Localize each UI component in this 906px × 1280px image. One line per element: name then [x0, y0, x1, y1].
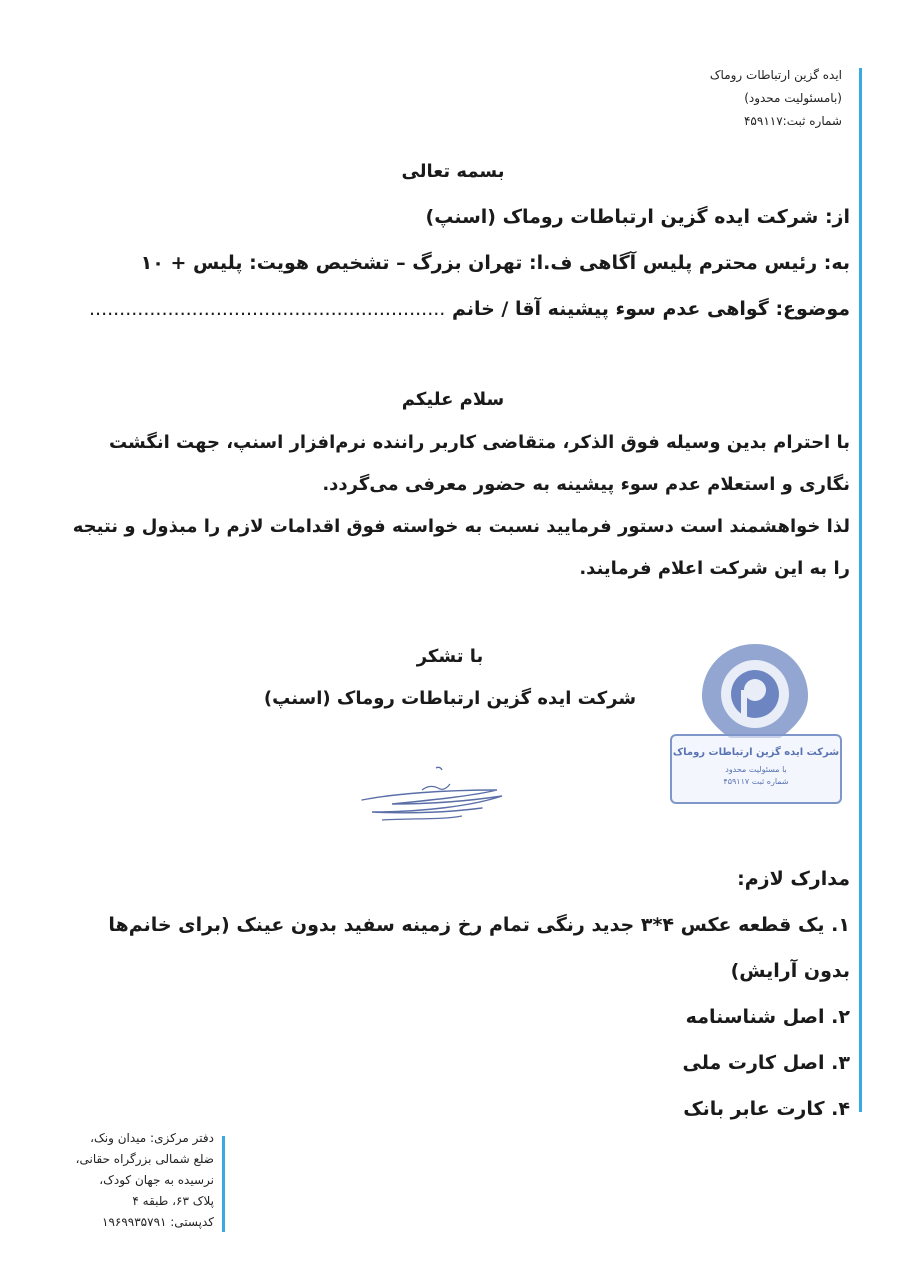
- header-liability: (بامسئولیت محدود): [744, 91, 842, 105]
- footer-line-3: نرسیده به جهان کودک،: [99, 1173, 214, 1187]
- signature: [352, 760, 512, 830]
- stamp-text-box: [670, 734, 842, 804]
- letterhead: [582, 64, 842, 133]
- letter-subject: موضوع: گواهی عدم سوء پیشینه آقا / خانم: [451, 298, 850, 320]
- letter-to: به: رئیس محترم پلیس آگاهی ف.ا: تهران بزرگ – تشخیص هویت: پلیس + ۱۰: [140, 252, 850, 274]
- header-registration: شماره ثبت:۴۵۹۱۱۷: [743, 114, 842, 128]
- required-documents: [56, 856, 850, 1132]
- paragraph-2: لذا خواهشمند است دستور فرمایید نسبت به خواسته فوق اقدامات لازم را مبذول و نتیجه را به این شرکت اعلام فرمایند.: [72, 516, 850, 579]
- letter-from: از: شرکت ایده گزین ارتباطات روماک (اسنپ): [425, 206, 850, 228]
- footer-line-4: پلاک ۶۳، طبقه ۴: [132, 1194, 214, 1208]
- stamp-line-1: شرکت ایده گزین ارتباطات روماک: [672, 747, 840, 758]
- footer-line-2: ضلع شمالی بزرگراه حقانی،: [75, 1152, 214, 1166]
- subject-dots: ...........................................................: [88, 298, 446, 320]
- footer-line-1: دفتر مرکزی: میدان ونک،: [90, 1131, 214, 1145]
- letter-title: بسمه تعالی: [401, 161, 505, 182]
- document-item: ۲. اصل شناسنامه: [685, 1006, 850, 1028]
- snapp-logo-icon: [664, 640, 846, 740]
- closing-block: [250, 636, 650, 720]
- greeting: سلام علیکم: [401, 389, 505, 410]
- document-item: ۴. کارت عابر بانک: [683, 1098, 850, 1120]
- document-item: ۳. اصل کارت ملی: [682, 1052, 850, 1074]
- right-accent-line: [859, 68, 862, 1112]
- closing-thanks: با تشکر: [416, 646, 484, 667]
- footer-accent-line: [222, 1136, 225, 1232]
- paragraph-1: با احترام بدین وسیله فوق الذکر، متقاضی کاربر راننده نرم‌افزار اسنپ، جهت انگشت نگاری و استعلام عدم سوء پیشینه به حضور معرفی می‌گردد.: [108, 432, 850, 495]
- stamp-line-3: شماره ثبت ۴۵۹۱۱۷: [723, 777, 789, 786]
- documents-heading: مدارک لازم:: [737, 868, 850, 890]
- letter-subject-row: [56, 286, 850, 332]
- letter-body: [56, 150, 850, 590]
- stamp-line-2: با مسئولیت محدود: [725, 765, 787, 774]
- footer-address: [44, 1128, 214, 1233]
- header-company: ایده گزین ارتباطات روماک: [709, 68, 842, 82]
- document-item: ۱. یک قطعه عکس ۴*۳ جدید رنگی تمام رخ زمینه سفید بدون عینک (برای خانم‌ها بدون آرایش): [108, 914, 850, 982]
- company-stamp: [664, 640, 846, 806]
- closing-company: شرکت ایده گزین ارتباطات روماک (اسنپ): [263, 688, 637, 709]
- footer-line-5: کدپستی: ۱۹۶۹۹۳۵۷۹۱: [102, 1215, 214, 1229]
